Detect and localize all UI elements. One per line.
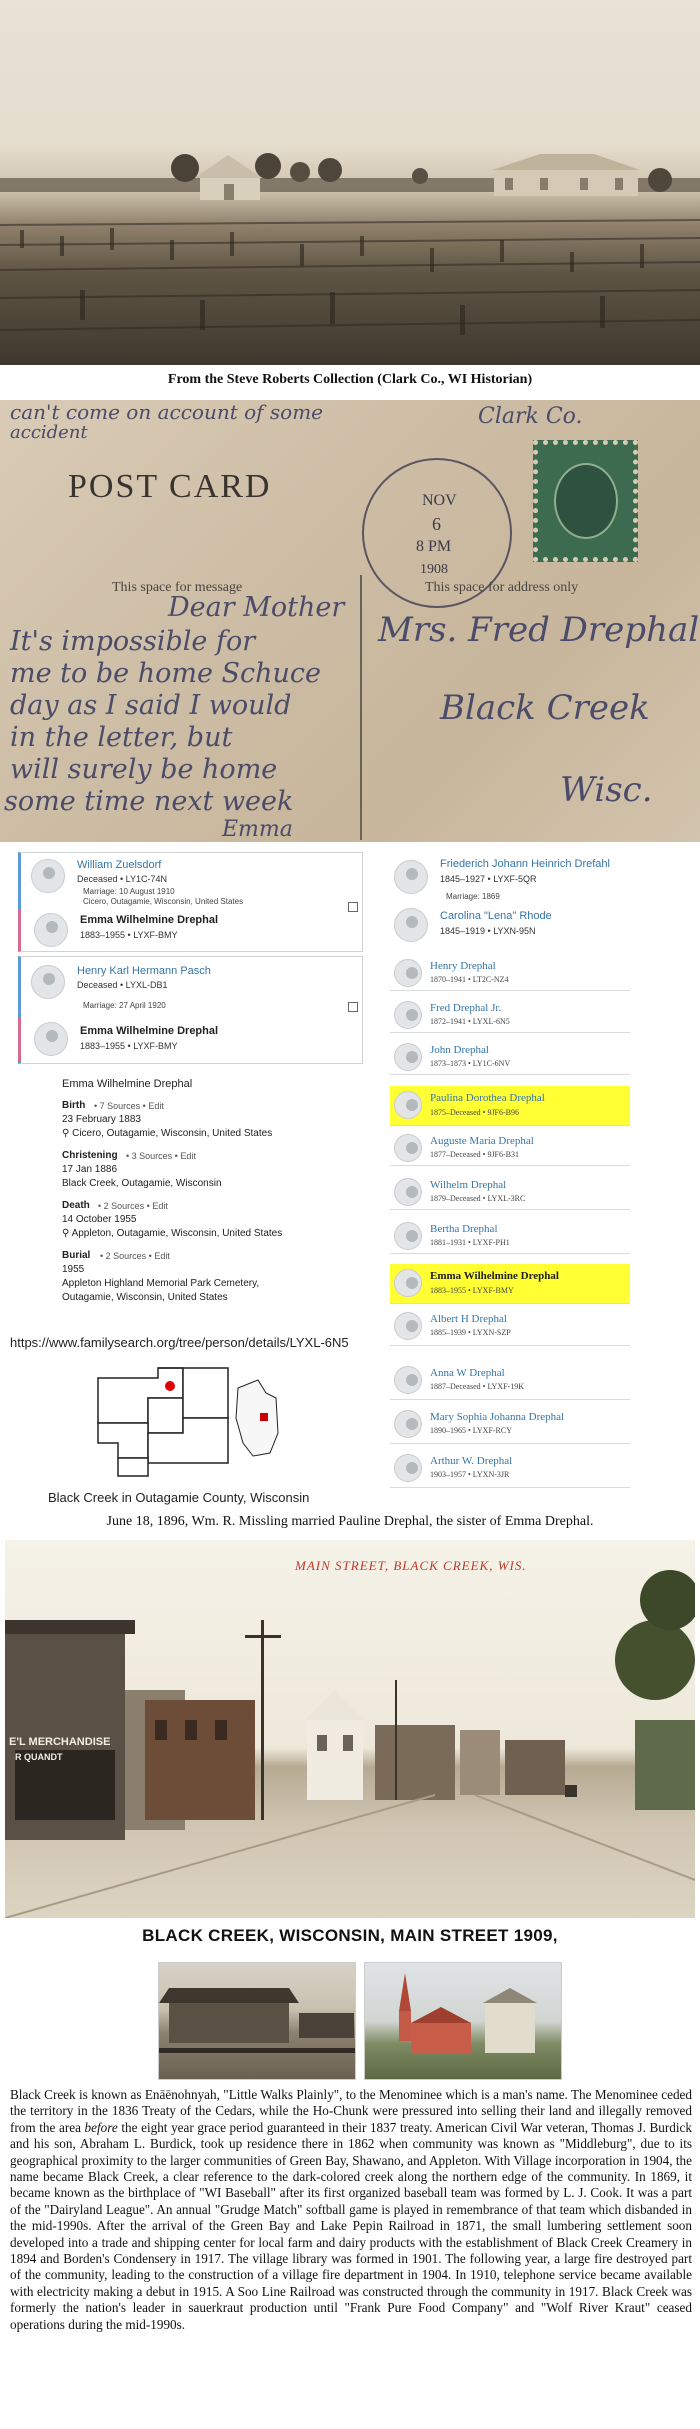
marriage-place: Cicero, Outagamie, Wisconsin, United States <box>83 897 244 906</box>
child-meta: 1881–1931 • LYXF-PH1 <box>430 1238 510 1247</box>
child-meta: 1903–1957 • LYXN-3JR <box>430 1470 510 1479</box>
avatar <box>394 1134 422 1162</box>
location-pin-icon: ⚲ <box>62 1228 72 1239</box>
death-date: 14 October 1955 <box>62 1214 137 1225</box>
child-name[interactable]: Auguste Maria Drephal <box>430 1135 534 1147</box>
child-meta: 1875–Deceased • 9JF6-B96 <box>430 1108 520 1117</box>
depot-photo <box>158 1962 356 2080</box>
child-meta: 1879–Deceased • LYXL-3RC <box>430 1194 526 1203</box>
avatar <box>394 1178 422 1206</box>
person-meta: 1883–1955 • LYXF-BMY <box>80 1041 178 1051</box>
couple-card-1[interactable] <box>18 852 363 952</box>
main-street-art <box>5 1540 695 1918</box>
avatar <box>394 1091 422 1119</box>
postmark-time: 8 PM <box>416 538 452 555</box>
child-item-auguste[interactable] <box>390 1132 630 1166</box>
collection-caption: From the Steve Roberts Collection (Clark Co., WI Historian) <box>167 372 533 387</box>
child-meta: 1870–1941 • LT2C-NZ4 <box>430 975 509 984</box>
father-name-link[interactable]: Friederich Johann Heinrich Drefahl <box>440 858 610 870</box>
postage-stamp <box>533 440 638 562</box>
child-item-john[interactable] <box>390 1041 630 1075</box>
father-meta: 1845–1927 • LYXF-5QR <box>440 874 537 884</box>
street-photo-title: MAIN STREET, BLACK CREEK, WIS. <box>295 1558 527 1573</box>
black-creek-marker <box>165 1381 175 1391</box>
depot-photo-art <box>159 1963 356 2080</box>
article-text-a: Black Creek is known as Enāēnohnyah, "Little Walks Plainly", to the Menominee which is a man's name. The Menominee ceded the territory in the 1836 Treaty of the Cedars, while the Ho-Chunk were pressured into selling their land and illegally removed from the area <box>10 2087 692 2135</box>
merchandise-sign: E'L MERCHANDISE <box>9 1736 111 1748</box>
location-pin-icon: ⚲ <box>62 1128 73 1139</box>
child-name[interactable]: Wilhelm Drephal <box>430 1179 507 1191</box>
parents-marriage: Marriage: 1869 <box>446 892 500 901</box>
child-item-anna[interactable] <box>390 1364 630 1400</box>
christening-date: 17 Jan 1886 <box>62 1164 118 1175</box>
child-item-bertha[interactable] <box>390 1220 630 1254</box>
message-line-1: Dear Mother <box>168 592 345 623</box>
child-name[interactable]: Paulina Dorothea Drephal <box>430 1092 545 1104</box>
child-item-emma[interactable] <box>390 1264 630 1304</box>
message-line-3: me to be home Schuce <box>10 658 322 689</box>
child-name[interactable]: Emma Wilhelmine Drephal <box>430 1270 559 1282</box>
birth-place <box>62 1128 272 1139</box>
postcard-title: POST CARD <box>68 468 272 505</box>
main-heading: BLACK CREEK, WISCONSIN, MAIN STREET 1909, <box>142 1926 558 1945</box>
spouse-meta: Deceased • LYXL-DB1 <box>77 980 168 990</box>
edit-icon[interactable] <box>348 1002 358 1012</box>
merchandise-sign-2: R QUANDT <box>15 1752 63 1762</box>
county-map-art <box>88 1358 288 1488</box>
christening-place: Black Creek, Outagamie, Wisconsin <box>62 1178 222 1189</box>
death-place-text: Appleton, Outagamie, Wisconsin, United States <box>71 1228 283 1239</box>
article-emphasis: before <box>84 2119 118 2135</box>
spouse-meta: Deceased • LY1C-74N <box>77 874 168 884</box>
child-meta: 1885–1939 • LYXN-SZP <box>430 1328 511 1337</box>
christening-sources-link[interactable]: • 3 Sources • Edit <box>126 1151 196 1161</box>
child-item-wilhelm[interactable] <box>390 1176 630 1210</box>
avatar <box>394 1043 422 1071</box>
history-article <box>10 2087 692 2333</box>
message-line-5: in the letter, but <box>10 722 233 753</box>
child-name[interactable]: Fred Drephal Jr. <box>430 1002 502 1014</box>
burial-heading: Burial <box>62 1250 91 1261</box>
avatar <box>31 965 65 999</box>
person-name[interactable]: Emma Wilhelmine Drephal <box>80 1025 219 1037</box>
mother-name-link[interactable]: Carolina "Lena" Rhode <box>440 910 552 922</box>
birth-date: 23 February 1883 <box>62 1114 141 1125</box>
death-place <box>62 1228 282 1239</box>
child-item-mary[interactable] <box>390 1408 630 1444</box>
birth-place-text: Cicero, Outagamie, Wisconsin, United States <box>72 1128 273 1139</box>
child-meta: 1887–Deceased • LYXF-19K <box>430 1382 524 1391</box>
child-item-fred[interactable] <box>390 999 630 1033</box>
message-line-2: It's impossible for <box>10 626 256 657</box>
marriage-date: Marriage: 27 April 1920 <box>83 1001 166 1010</box>
child-name[interactable]: Mary Sophia Johanna Drephal <box>430 1411 565 1423</box>
spouse-name-link[interactable]: William Zuelsdorf <box>77 859 162 871</box>
avatar <box>34 1022 68 1056</box>
avatar <box>394 1366 422 1394</box>
avatar <box>394 860 428 894</box>
child-meta: 1877–Deceased • 9JF6-B31 <box>430 1150 520 1159</box>
person-row <box>18 1017 359 1061</box>
avatar <box>394 1001 422 1029</box>
spouse-name-link[interactable]: Henry Karl Hermann Pasch <box>77 965 211 977</box>
map-caption: Black Creek in Outagamie County, Wisconsin <box>48 1490 310 1505</box>
farm-photo-art <box>0 0 700 365</box>
death-heading: Death <box>62 1200 90 1211</box>
couple-card-2[interactable] <box>18 956 363 1064</box>
child-name[interactable]: John Drephal <box>430 1044 489 1056</box>
mother-meta: 1845–1919 • LYXN-95N <box>440 926 536 936</box>
postcard-handwriting-clark: Clark Co. <box>478 404 583 429</box>
child-item-henry[interactable] <box>390 957 630 991</box>
child-name[interactable]: Arthur W. Drephal <box>430 1455 513 1467</box>
burial-place-2: Outagamie, Wisconsin, United States <box>62 1292 228 1303</box>
message-line-4: day as I said I would <box>10 690 292 721</box>
burial-sources-link[interactable]: • 2 Sources • Edit <box>100 1251 170 1261</box>
message-signature: Emma <box>222 817 293 842</box>
child-item-albert[interactable] <box>390 1310 630 1346</box>
death-sources-link[interactable]: • 2 Sources • Edit <box>98 1201 168 1211</box>
burial-date: 1955 <box>62 1264 85 1275</box>
stamp-portrait-icon <box>554 463 618 539</box>
child-name[interactable]: Anna W Drephal <box>430 1367 505 1379</box>
farm-photo <box>0 0 700 365</box>
burial-place-1: Appleton Highland Memorial Park Cemetery, <box>62 1278 260 1289</box>
child-meta: 1890–1965 • LYXF-RCY <box>430 1426 513 1435</box>
birth-heading: Birth <box>62 1100 86 1111</box>
church-photo <box>364 1962 562 2080</box>
avatar <box>31 859 65 893</box>
postcard-handwriting-top: can't come on account of some <box>10 400 324 424</box>
avatar <box>394 959 422 987</box>
christening-heading: Christening <box>62 1150 118 1161</box>
address-line-2: Black Creek <box>440 688 650 728</box>
birth-sources-link[interactable]: • 7 Sources • Edit <box>94 1101 164 1111</box>
child-item-arthur[interactable] <box>390 1452 630 1488</box>
child-meta: 1873–1873 • LY1C-6NV <box>430 1059 511 1068</box>
church-photo-art <box>365 1963 562 2080</box>
postmark-month: NOV <box>422 492 457 509</box>
child-meta: 1872–1941 • LYXL-6N5 <box>430 1017 510 1026</box>
vitals-name: Emma Wilhelmine Drephal <box>62 1078 193 1090</box>
avatar <box>394 908 428 942</box>
marriage-date: Marriage: 10 August 1910 <box>83 887 175 896</box>
avatar <box>394 1410 422 1438</box>
person-name[interactable]: Emma Wilhelmine Drephal <box>80 914 219 926</box>
postcard-divider <box>360 575 362 840</box>
postcard <box>0 400 700 842</box>
parents-card[interactable] <box>390 852 630 948</box>
child-meta: 1883–1955 • LYXF-BMY <box>430 1286 514 1295</box>
child-name[interactable]: Bertha Drephal <box>430 1223 498 1235</box>
county-map <box>88 1358 288 1488</box>
person-row <box>18 909 359 951</box>
avatar <box>394 1454 422 1482</box>
marriage-caption: June 18, 1896, Wm. R. Missling married Pauline Drephal, the sister of Emma Drephal. <box>106 1514 594 1529</box>
postmark-day: 6 <box>432 514 441 534</box>
avatar <box>394 1222 422 1250</box>
address-line-1: Mrs. Fred Drephal <box>378 610 700 650</box>
postmark-year: 1908 <box>420 562 448 577</box>
child-name[interactable]: Henry Drephal <box>430 960 496 972</box>
message-space-label: This space for message <box>112 580 243 595</box>
avatar <box>394 1312 422 1340</box>
postcard-handwriting-top-2: accident <box>10 422 88 443</box>
familysearch-url[interactable]: https://www.familysearch.org/tree/person/details/LYXL-6N5 <box>10 1335 349 1350</box>
message-line-7: some time next week <box>4 786 294 817</box>
main-street-photo <box>5 1540 695 1918</box>
avatar <box>394 1269 422 1297</box>
person-meta: 1883–1955 • LYXF-BMY <box>80 930 178 940</box>
avatar <box>34 913 68 947</box>
message-line-6: will surely be home <box>10 754 278 785</box>
article-text-b: the eight year grace period guaranteed in their 1837 treaty. American Civil War veteran, Thomas J. Burdick and his son, Abraham L. Burdick, took up residence there in 1862 when community was known as "Middleburg", due to its geographical proximity to the larger communities of Green Bay, Shawano, and Appleton. With Village incorporation in 1904, the name became Black Creek, a clear reference to the dark-colored creek along the northern edge of the community. In 1869, it became known as the birthplace of "WI Baseball" after its first organized baseball team was formed by L. J. Cook. It was a part of the "Dairyland League". An annual "Grudge Match" softball game is played in remembrance of that team which disbanded in the mid-1990s. After the arrival of the Green Bay and Lake Pepin Railroad in 1871, the small lumbering settlement soon developed into a trade and shipping center for local farm and dairy products with the establishment of Black Creek Creamery in 1894 and Borden's Condensery in 1917. The village library was formed in 1901. The following year, a large fire destroyed part of the community, leading to the construction of a village fire department in 1904. In 1910, telephone service became available with electricity making a debut in 1915. A Soo Line Railroad was constructed through the community in 1917. Black Creek was formerly the nation's leader in sauerkraut production until "Frank Pure Food Company" and "Wolf River Kraut" ceased operations during the mid-1990s. <box>10 2119 692 2332</box>
child-item-paulina[interactable] <box>390 1086 630 1126</box>
address-space-label: This space for address only <box>425 580 579 595</box>
child-name[interactable]: Albert H Drephal <box>430 1313 507 1325</box>
address-line-3: Wisc. <box>560 770 653 810</box>
